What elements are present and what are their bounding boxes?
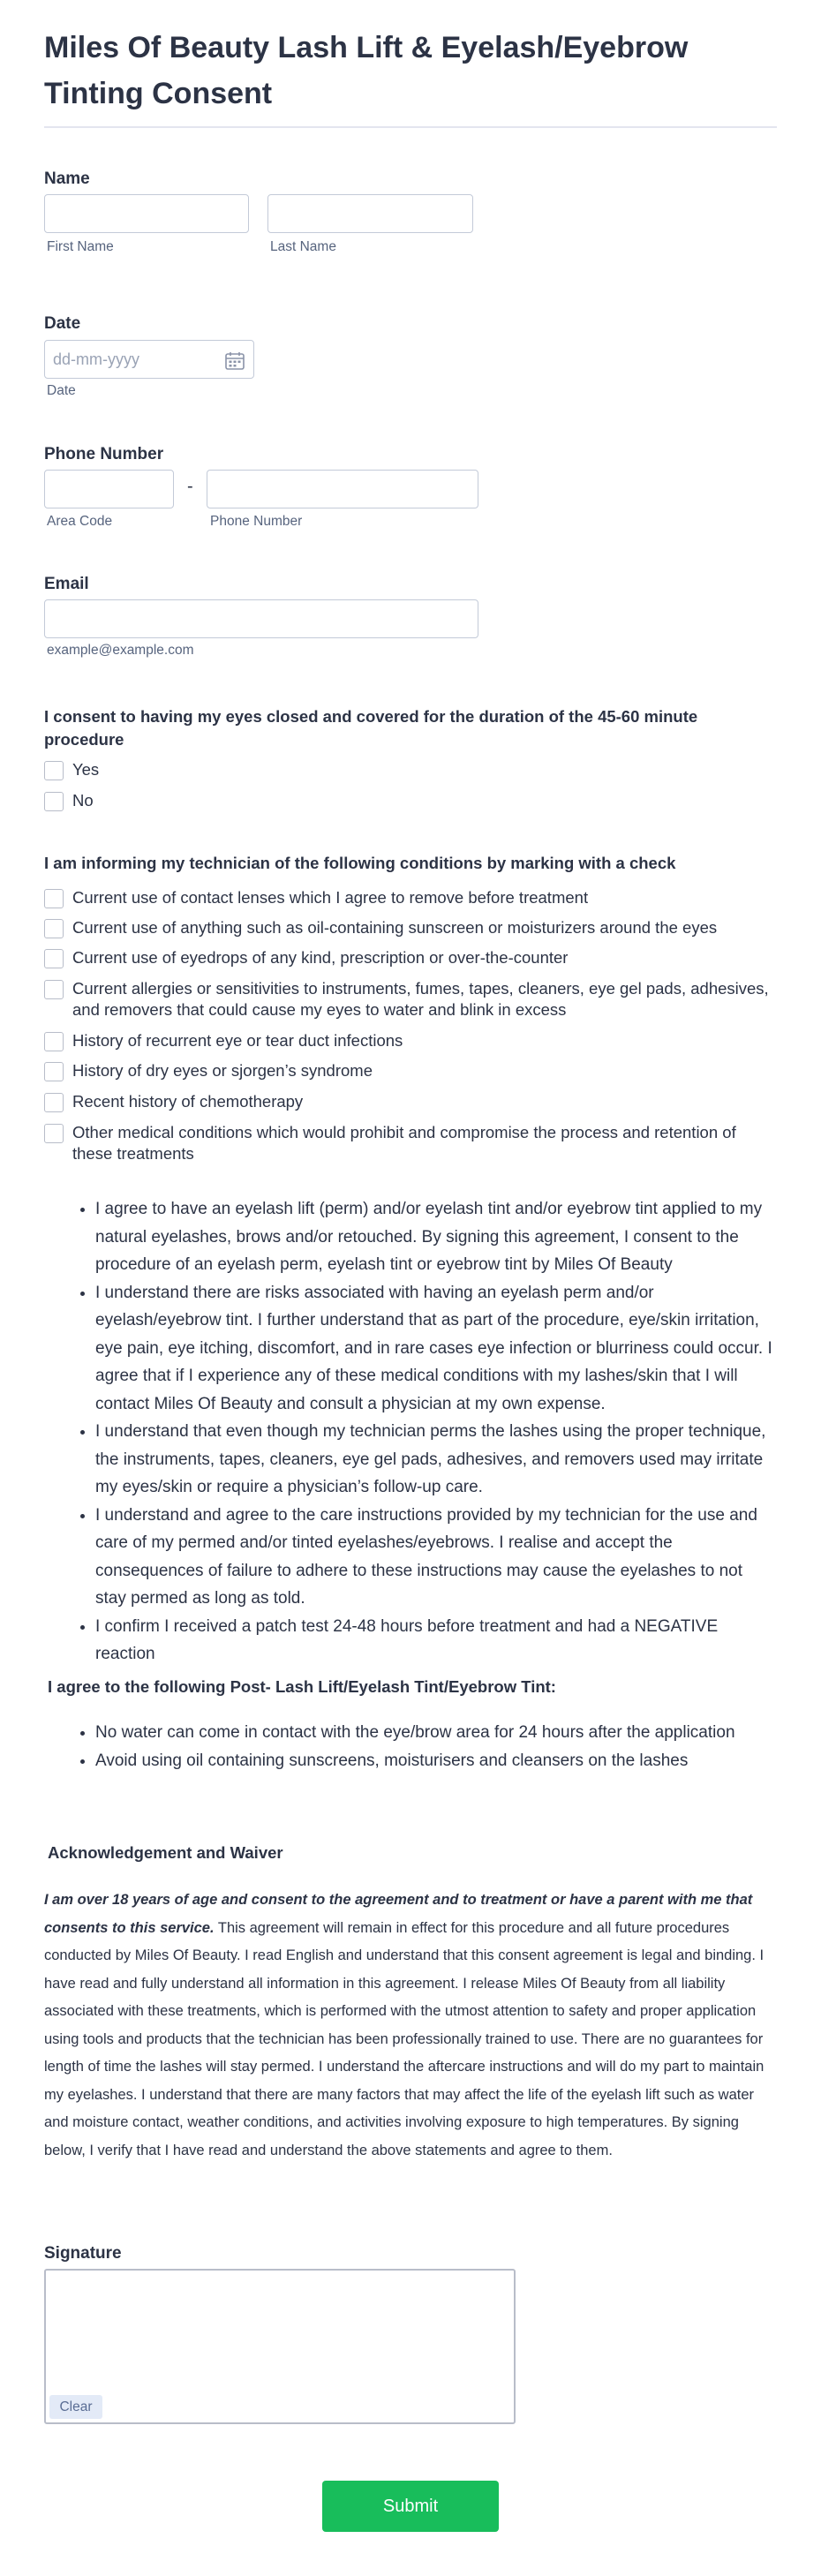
checkbox[interactable] bbox=[44, 792, 64, 811]
date-placeholder: dd-mm-yyyy bbox=[53, 350, 139, 368]
list-item: • I agree to have an eyelash lift (perm) and/or eyelash tint and/or eyebrow tint applied to my natural eyelashes, brows and/or retouched. By signing this agreement, I consent to the procedure of an eyelash perm, eyelash tint or eyebrow tint by Miles Of Beauty bbox=[95, 1195, 777, 1279]
conditions-label: I am informing my technician of the following conditions by marking with a check bbox=[44, 854, 676, 872]
checkbox[interactable] bbox=[44, 1093, 64, 1112]
list-item: • I understand and agree to the care instructions provided by my technician for the use and care of my permed and/or tinted eyelashes/eyebrows. I realise and accept the consequences of failure to adhere to these instructions may cause the eyelashes to not stay permed as long as told. bbox=[95, 1502, 777, 1613]
option-label: History of dry eyes or sjorgen’s syndrome bbox=[72, 1061, 373, 1080]
checkbox[interactable] bbox=[44, 980, 64, 999]
first-name-input[interactable] bbox=[44, 194, 249, 233]
condition-option-3[interactable] bbox=[44, 947, 777, 968]
signature-pad[interactable] bbox=[44, 2269, 516, 2424]
consent-option-yes[interactable] bbox=[44, 759, 99, 780]
list-item: • I understand that even though my technician perms the lashes using the proper technique, the instruments, tapes, cleaners, eye gel pads, adhesives, and removers used may irritate my eyes/skin or require a physician’s follow-up care. bbox=[95, 1418, 777, 1502]
condition-option-1[interactable] bbox=[44, 887, 777, 908]
condition-option-4[interactable] bbox=[44, 978, 777, 1021]
consent-question-label: I consent to having my eyes closed and covered for the duration of the 45-60 minute procedure bbox=[44, 707, 698, 749]
name-label: Name bbox=[44, 169, 90, 188]
option-label: Other medical conditions which would prohibit and compromise the process and retention of these treatments bbox=[72, 1123, 736, 1163]
post-care-heading: I agree to the following Post- Lash Lift/Eyelash Tint/Eyebrow Tint: bbox=[48, 1677, 556, 1696]
option-label: History of recurrent eye or tear duct infections bbox=[72, 1031, 403, 1050]
option-label: Current allergies or sensitivities to instruments, fumes, tapes, cleaners, eye gel pads, adhesives, and removers that could cause my eyes to water and blink in excess bbox=[72, 979, 769, 1019]
submit-button[interactable]: Submit bbox=[322, 2481, 499, 2532]
waiver-body: This agreement will remain in effect for this procedure and all future procedures conducted by Miles Of Beauty. I read English and understand that this consent agreement is legal and binding. I have read and fully understand all information in this agreement. I release Miles Of Beauty from all liability associated with these treatments, which is performed with the utmost attention to safety and proper application using tools and products that the technician has been professionally trained to use. There are no guarantees for length of time the lashes will stay permed. I understand the aftercare instructions and will do my part to maintain my eyelashes. I understand that there are many factors that may affect the life of the eyelash lift such as water and moisture contact, weather conditions, and activities involving exposure to high temperatures. By signing below, I verify that I have read and understand the above statements and agree to them. bbox=[44, 1919, 765, 2158]
clear-signature-button[interactable]: Clear bbox=[49, 2395, 102, 2419]
checkbox[interactable] bbox=[44, 1062, 64, 1081]
last-name-input[interactable] bbox=[267, 194, 473, 233]
email-label: Email bbox=[44, 575, 89, 593]
agreements-list bbox=[44, 1195, 777, 1668]
post-care-section bbox=[44, 1723, 777, 1774]
post-care-list bbox=[44, 1719, 777, 1774]
date-input[interactable] bbox=[44, 340, 254, 379]
phone-number-input[interactable] bbox=[207, 470, 478, 508]
option-label: No bbox=[72, 791, 94, 810]
date-sublabel: Date bbox=[47, 383, 76, 398]
list-item: • I confirm I received a patch test 24-48 hours before treatment and had a NEGATIVE reaction bbox=[95, 1613, 777, 1668]
phone-label: Phone Number bbox=[44, 445, 164, 463]
list-item: • No water can come in contact with the eye/brow area for 24 hours after the application bbox=[95, 1719, 777, 1747]
checkbox[interactable] bbox=[44, 889, 64, 908]
checkbox[interactable] bbox=[44, 761, 64, 780]
checkbox[interactable] bbox=[44, 949, 64, 968]
form-page bbox=[44, 0, 777, 2516]
option-label: Recent history of chemotherapy bbox=[72, 1092, 304, 1111]
date-label: Date bbox=[44, 314, 81, 333]
title-divider bbox=[44, 126, 777, 128]
condition-option-7[interactable] bbox=[44, 1091, 777, 1112]
option-label: Current use of anything such as oil-containing sunscreen or moisturizers around the eyes bbox=[72, 918, 718, 937]
list-item: • Avoid using oil containing sunscreens, moisturisers and cleansers on the lashes bbox=[95, 1747, 777, 1775]
option-label: Current use of contact lenses which I agree to remove before treatment bbox=[72, 888, 589, 907]
checkbox[interactable] bbox=[44, 1032, 64, 1051]
option-label: Current use of eyedrops of any kind, prescription or over-the-counter bbox=[72, 948, 569, 967]
waiver-heading: Acknowledgement and Waiver bbox=[48, 1843, 283, 1862]
signature-label: Signature bbox=[44, 2244, 122, 2263]
consent-option-no[interactable] bbox=[44, 790, 94, 811]
condition-option-5[interactable] bbox=[44, 1030, 777, 1051]
email-sublabel: example@example.com bbox=[47, 643, 194, 658]
area-code-sublabel: Area Code bbox=[47, 514, 113, 529]
waiver-text bbox=[44, 1887, 777, 2165]
last-name-sublabel: Last Name bbox=[270, 239, 336, 254]
condition-option-8[interactable] bbox=[44, 1122, 777, 1164]
phone-separator: - bbox=[187, 477, 193, 496]
first-name-sublabel: First Name bbox=[47, 239, 114, 254]
form-title: Miles Of Beauty Lash Lift & Eyelash/Eyebrow Tinting Consent bbox=[44, 31, 689, 110]
condition-option-2[interactable] bbox=[44, 917, 777, 938]
option-label: Yes bbox=[72, 760, 100, 779]
area-code-input[interactable] bbox=[44, 470, 174, 508]
list-item: • I understand there are risks associated with having an eyelash perm and/or eyelash/eyebrow tint. I further understand that as part of the procedure, eye/skin irritation, eye pain, eye itching, discomfort, and in rare cases eye infection or blurriness could occur. I agree that if I experience any of these medical conditions with my lashes/skin that I will contact Miles Of Beauty and consult a physician at my own expense. bbox=[95, 1279, 777, 1419]
calendar-icon[interactable] bbox=[225, 351, 245, 370]
checkbox[interactable] bbox=[44, 919, 64, 938]
phone-number-sublabel: Phone Number bbox=[210, 514, 303, 529]
checkbox[interactable] bbox=[44, 1124, 64, 1143]
condition-option-6[interactable] bbox=[44, 1060, 777, 1081]
email-input[interactable] bbox=[44, 599, 478, 638]
agreements-section bbox=[44, 1195, 777, 1668]
waiver-bold-intro: I am over 18 years of age and consent to the agreement and to treatment or have a parent with me that consents to this service. bbox=[44, 1892, 753, 1936]
